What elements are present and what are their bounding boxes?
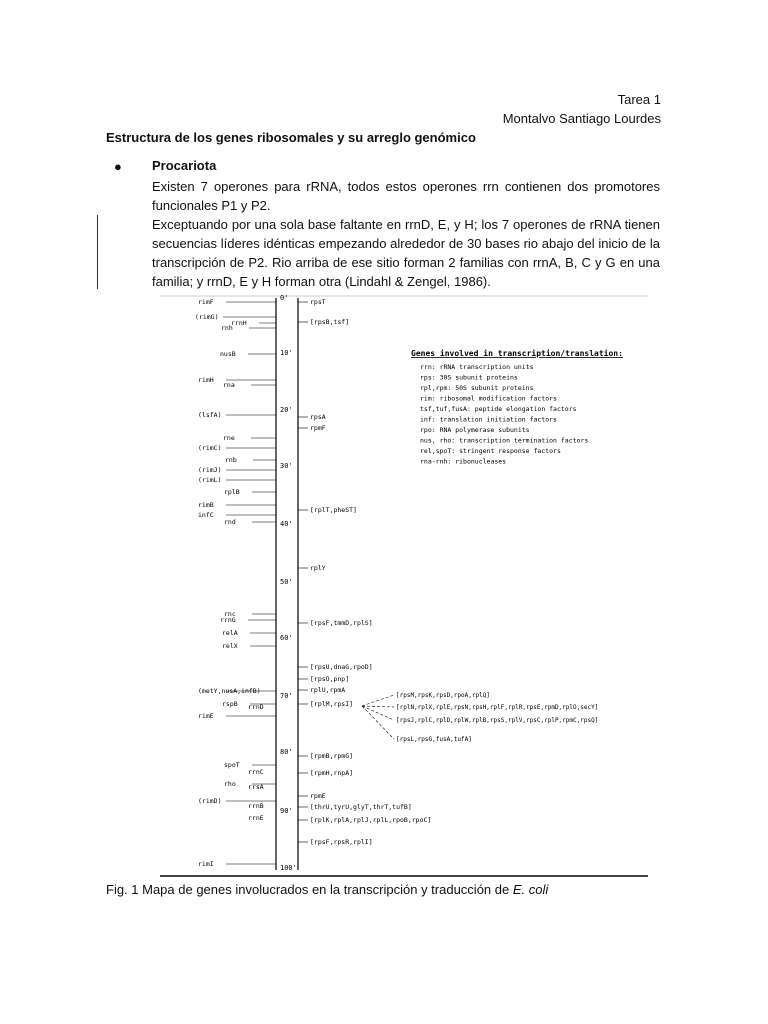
caption-text: Fig. 1 Mapa de genes involucrados en la transcripción y traducción de: [106, 882, 513, 897]
legend-entry: rpo: RNA polymerase subunits: [420, 426, 530, 434]
right-gene-label: [thrU,tyrU,glyT,thrT,tufB]: [310, 803, 412, 811]
legend-entry: rel,spoT: stringent response factors: [420, 447, 561, 455]
header-author: Montalvo Santiago Lourdes: [502, 111, 661, 126]
legend-title: Genes involved in transcription/translation:: [411, 349, 623, 358]
legend-entry: rps: 30S subunit proteins: [420, 373, 518, 382]
right-gene-label: rpsA: [310, 413, 326, 421]
caption-species: E. coli: [512, 882, 549, 897]
left-gene-label: rho: [224, 780, 236, 788]
margin-change-bar: [97, 215, 98, 289]
left-gene-label: rimE: [198, 712, 214, 720]
minute-label: 40': [280, 520, 293, 528]
right-gene-label: [rpsO,pnp]: [310, 675, 350, 683]
left-gene-label: rrnE: [248, 814, 264, 822]
minute-label: 60': [280, 634, 293, 642]
left-gene-label: (rimG): [195, 313, 219, 321]
operon-label: [rpsL,rpsG,fusA,tufA]: [396, 736, 472, 743]
left-gene-label: rimF: [198, 298, 214, 306]
left-gene-label: rne: [223, 434, 235, 442]
left-gene-label: rplB: [224, 488, 240, 496]
left-gene-label: (rimL): [198, 476, 222, 484]
left-gene-label: rnc: [224, 610, 236, 618]
right-gene-label: rpsT: [310, 298, 326, 306]
legend-entry: rrn: rRNA transcription units: [420, 363, 534, 371]
header-assignment: Tarea 1: [617, 92, 661, 107]
left-gene-label: rna: [223, 381, 235, 389]
legend-box: [411, 348, 623, 466]
right-gene-label: [rpsF,tmmD,rplS]: [310, 619, 373, 627]
left-gene-label: (rimC): [198, 444, 222, 452]
left-gene-labels: [195, 298, 276, 868]
right-gene-label: [rpsB,tsf]: [310, 318, 350, 326]
left-gene-label: nusB: [220, 350, 236, 358]
right-gene-labels: [298, 298, 431, 846]
left-gene-label: rrnG: [220, 616, 236, 624]
right-gene-label: [rpmH,rnpA]: [310, 769, 354, 777]
left-gene-label: infC: [198, 511, 214, 519]
minute-label: 80': [280, 748, 293, 756]
minute-label: 90': [280, 807, 293, 815]
bullet-icon: ●: [114, 159, 122, 174]
operon-connector: [362, 706, 394, 720]
operon-connector: [362, 706, 394, 739]
operon-connector: [362, 706, 394, 707]
operon-label: [rpsJ,rplC,rplD,rplW,rplB,rpsS,rplV,rpsC,rplP,rpmC,rpsQ]: [396, 717, 599, 724]
gene-map-svg: [158, 292, 650, 882]
right-gene-label: [rpsU,dnaG,rpoD]: [310, 663, 373, 671]
left-gene-label: rspB: [222, 700, 238, 708]
right-gene-label: rplY: [310, 564, 326, 572]
right-gene-label: rplU,rpmA: [310, 686, 346, 694]
left-gene-label: rrnD: [248, 703, 264, 711]
paragraph-2: Exceptuando por una sola base faltante en rrnD, E, y H; los 7 operones de rRNA tienen secuencias líderes idénticas empezando alrededor de 30 bases rio abajo del inicio de la transcripción de P2. Rio arriba de ese sitio forman 2 familias con rrnA, B, C y G en una familia; y rrnD, E y H forman otra (Lindahl & Zengel, 1986).: [152, 217, 660, 289]
left-gene-label: relA: [222, 629, 238, 637]
minute-label: 50': [280, 578, 293, 586]
minute-label: 0': [280, 294, 289, 302]
right-gene-label: [rplM,rpsI]: [310, 700, 354, 708]
minute-label: 10': [280, 349, 293, 357]
right-gene-label: [rpsF,rpsR,rplI]: [310, 838, 373, 846]
legend-entry: rpl,rpm: 50S subunit proteins: [420, 384, 534, 392]
legend-entry: nus, rho: transcription termination factors: [420, 436, 589, 445]
left-gene-label: (lsfA): [198, 411, 222, 419]
left-gene-label: rrnB: [248, 802, 264, 810]
left-gene-label: rimB: [198, 501, 214, 509]
right-gene-label: [rplT,pheST]: [310, 506, 357, 514]
left-gene-label: rimI: [198, 860, 214, 868]
right-gene-label: rpmE: [310, 792, 326, 800]
document-title: Estructura de los genes ribosomales y su arreglo genómico: [106, 130, 476, 145]
right-gene-label: rpmF: [310, 424, 326, 432]
section-heading: Procariota: [152, 158, 217, 173]
left-gene-label: rrsA: [248, 783, 264, 791]
right-gene-label: [rplK,rplA,rplJ,rplL,rpoB,rpoC]: [310, 816, 432, 824]
left-gene-label: rrnC: [248, 768, 264, 776]
operon-label: [rplN,rplX,rplE,rpsN,rpsH,rplF,rplR,rpsE,rpmD,rplO,secY]: [396, 704, 599, 711]
left-gene-label: rrnH: [231, 319, 247, 327]
operon-labels: [362, 692, 598, 743]
minute-label: 70': [280, 692, 293, 700]
left-gene-label: relX: [222, 642, 238, 650]
legend-entry: rna-rnh: ribonucleases: [420, 457, 507, 466]
legend-entry: rim: ribosomal modification factors: [420, 394, 557, 403]
legend-entry: inf: translation initiation factors: [420, 415, 557, 424]
legend-entry: tsf,tuf,fusA: peptide elongation factors: [420, 405, 577, 413]
left-gene-label: spoT: [224, 761, 240, 769]
minute-label: 30': [280, 462, 293, 470]
gene-map-figure: [158, 292, 650, 887]
figure-caption: [106, 882, 548, 897]
left-gene-label: rimH: [198, 376, 214, 384]
left-gene-label: rnh: [221, 324, 233, 332]
operon-connector: [362, 695, 394, 706]
left-gene-label: (rimD): [198, 797, 222, 805]
minute-label: 20': [280, 406, 293, 414]
right-gene-label: [rpmB,rpmG]: [310, 752, 354, 760]
left-gene-label: rnd: [224, 518, 236, 526]
paragraph-1: Existen 7 operones para rRNA, todos estos operones rrn contienen dos promotores funcionales P1 y P2.: [152, 179, 660, 213]
operon-label: [rpsM,rpsK,rpsD,rpoA,rplQ]: [396, 692, 490, 699]
left-gene-label: rnb: [225, 456, 237, 464]
left-gene-label: (metY,nusA,infB): [198, 687, 261, 695]
minute-label: 100': [280, 864, 297, 872]
minute-labels: [280, 294, 297, 872]
left-gene-label: (rimJ): [198, 466, 222, 474]
